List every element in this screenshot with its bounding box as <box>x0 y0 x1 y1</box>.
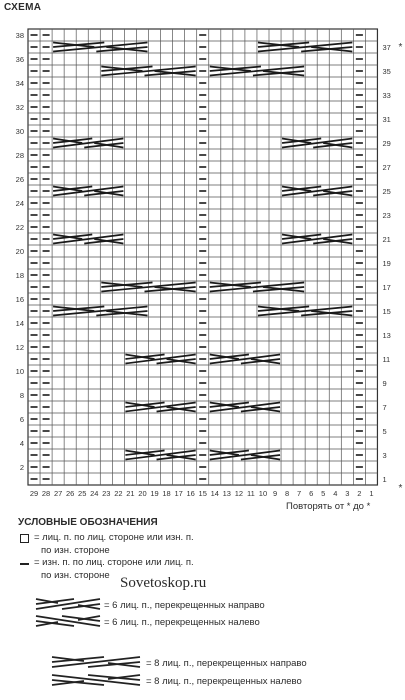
col-label: 29 <box>29 489 39 498</box>
col-label: 20 <box>138 489 147 498</box>
row-label-right: 33 <box>382 91 391 100</box>
col-label: 21 <box>126 489 135 498</box>
cable-6-right-icon <box>34 597 102 611</box>
legend-purl-line1: = изн. п. по лиц. стороне или лиц. п. <box>34 557 194 568</box>
row-label-left: 30 <box>15 127 24 136</box>
row-label-right: 15 <box>382 307 391 316</box>
col-label: 8 <box>284 489 290 498</box>
col-label: 13 <box>222 489 231 498</box>
row-label-right: 21 <box>382 235 391 244</box>
row-label-right: 19 <box>382 259 391 268</box>
col-label: 10 <box>258 489 268 498</box>
row-label-right: 9 <box>382 379 387 388</box>
row-label-left: 16 <box>15 295 24 304</box>
row-label-right: 17 <box>382 283 391 292</box>
col-label: 5 <box>321 489 326 498</box>
col-label: 12 <box>234 489 244 498</box>
star-marker-bottom: * <box>398 483 403 494</box>
cable-8-right-icon <box>50 655 142 669</box>
col-label: 26 <box>66 489 75 498</box>
row-label-left: 38 <box>15 31 24 40</box>
row-label-right: 29 <box>382 139 391 148</box>
col-label: 1 <box>369 489 374 498</box>
row-label-left: 6 <box>19 415 24 424</box>
row-label-right: 31 <box>382 115 391 124</box>
row-label-left: 10 <box>15 367 24 376</box>
row-label-right: 5 <box>382 427 387 436</box>
legend-purl-line2: по изн. стороне <box>41 570 110 581</box>
legend-title: УСЛОВНЫЕ ОБОЗНАЧЕНИЯ <box>18 517 158 528</box>
col-label: 3 <box>345 489 350 498</box>
star-marker-top: * <box>398 42 403 53</box>
col-label: 16 <box>186 489 195 498</box>
col-label: 15 <box>198 489 207 498</box>
row-label-right: 11 <box>382 355 391 364</box>
row-label-right: 27 <box>382 163 391 172</box>
row-label-right: 13 <box>382 331 391 340</box>
row-label-left: 18 <box>15 271 24 280</box>
watermark: Sovetoskop.ru <box>120 575 207 591</box>
col-label: 28 <box>41 489 51 498</box>
row-label-left: 28 <box>15 151 24 160</box>
row-label-left: 26 <box>15 175 24 184</box>
row-label-left: 36 <box>15 55 24 64</box>
col-label: 14 <box>210 489 219 498</box>
legend-knit-line2: по изн. стороне <box>41 545 110 556</box>
cable-8-left-icon <box>50 673 142 687</box>
col-label: 25 <box>78 489 87 498</box>
legend-cable6-right: = 6 лиц. п., перекрещенных направо <box>104 600 265 611</box>
row-label-left: 12 <box>15 343 24 352</box>
legend-knit-line1: = лиц. п. по лиц. стороне или изн. п. <box>34 532 194 543</box>
col-label: 27 <box>53 489 63 498</box>
row-label-left: 8 <box>19 391 24 400</box>
col-label: 18 <box>162 489 171 498</box>
row-label-right: 37 <box>382 43 391 52</box>
row-label-left: 32 <box>15 103 24 112</box>
row-label-left: 4 <box>19 439 24 448</box>
cable-6-left-icon <box>34 614 102 628</box>
row-label-right: 7 <box>382 403 387 412</box>
col-label: 9 <box>272 489 278 498</box>
col-label: 23 <box>102 489 111 498</box>
row-label-right: 35 <box>382 67 391 76</box>
col-label: 11 <box>247 489 255 498</box>
row-label-left: 24 <box>15 199 24 208</box>
row-label-left: 22 <box>15 223 24 232</box>
col-label: 24 <box>90 489 99 498</box>
col-label: 4 <box>333 489 338 498</box>
col-label: 17 <box>174 489 183 498</box>
col-label: 22 <box>114 489 123 498</box>
col-label: 7 <box>297 489 302 498</box>
row-label-right: 1 <box>382 475 387 484</box>
col-label: 2 <box>357 489 362 498</box>
row-label-left: 14 <box>15 319 24 328</box>
row-label-right: 23 <box>382 211 391 220</box>
row-label-left: 34 <box>15 79 24 88</box>
legend-cable8-left: = 8 лиц. п., перекрещенных налево <box>146 676 302 687</box>
row-label-right: 3 <box>382 451 387 460</box>
knit-symbol-icon <box>20 534 29 543</box>
purl-symbol-icon <box>20 563 29 565</box>
chart-title: СХЕМА <box>4 2 42 13</box>
row-label-left: 20 <box>15 247 24 256</box>
row-label-right: 25 <box>382 187 391 196</box>
col-label: 6 <box>309 489 314 498</box>
legend-cable6-left: = 6 лиц. п., перекрещенных налево <box>104 617 260 628</box>
col-label: 19 <box>150 489 159 498</box>
row-label-left: 2 <box>19 463 24 472</box>
repeat-note: Повторять от * до * <box>286 501 371 512</box>
legend-cable8-right: = 8 лиц. п., перекрещенных направо <box>146 658 307 669</box>
